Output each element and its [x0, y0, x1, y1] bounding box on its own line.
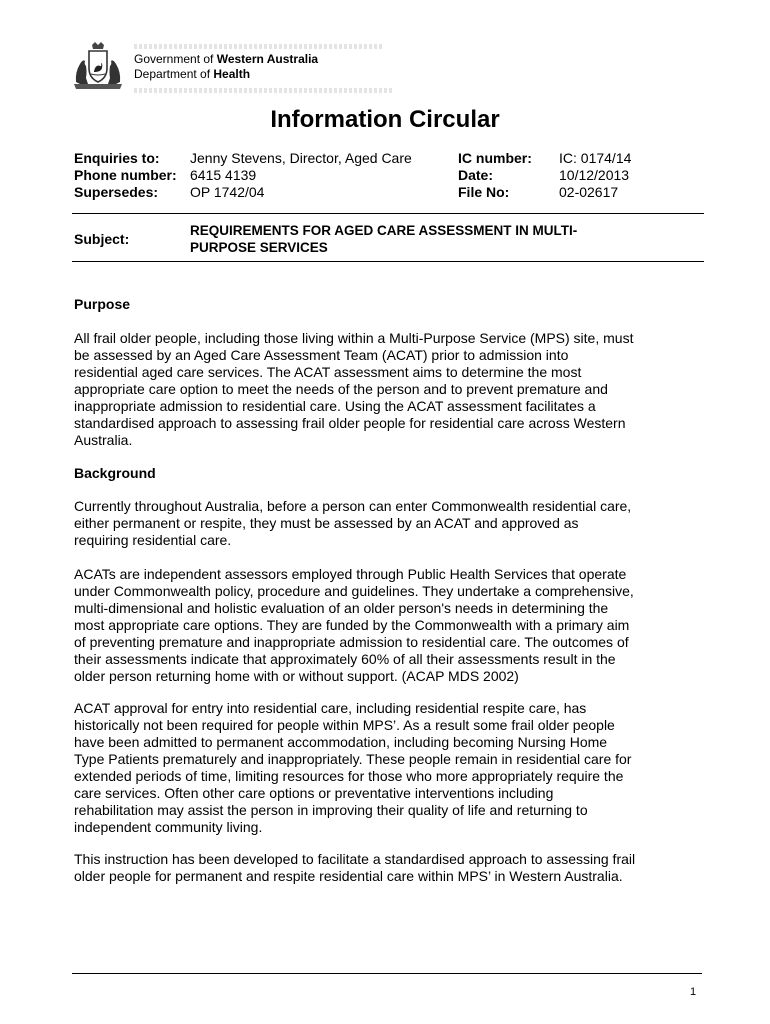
wa-coat-of-arms-logo [72, 42, 124, 92]
paragraph-line: older people for permanent and respite residential care within MPS’ in Western Australia. [74, 868, 623, 884]
paragraph-line: rehabilitation may assist the person in improving their quality of life and returning to [74, 802, 588, 818]
circular-metadata [0, 150, 770, 210]
file-no-label: File No: [458, 184, 510, 200]
paragraph-line: Currently throughout Australia, before a person can enter Commonwealth residential care, [74, 498, 632, 514]
date-label: Date: [458, 167, 494, 183]
subject-line: REQUIREMENTS FOR AGED CARE ASSESSMENT IN MULTI- [190, 223, 578, 238]
paragraph-line: have been admitted to permanent accommodation, including becoming Nursing Home [74, 734, 608, 750]
subject-text [190, 222, 690, 256]
paragraph-line: their assessments indicate that approximately 60% of all their assessments result in the [74, 651, 616, 667]
phone-label: Phone number: [74, 167, 177, 183]
paragraph-line: This instruction has been developed to facilitate a standardised approach to assessing frail [74, 851, 636, 867]
paragraph-line: appropriate care option to meet the needs of the person and to prevent premature and [74, 381, 608, 397]
paragraph-line: ACATs are independent assessors employed through Public Health Services that operate [74, 566, 627, 582]
paragraph-line: historically not been required for people within MPS’. As a result some frail older people [74, 717, 615, 733]
date-value: 10/12/2013 [559, 167, 630, 183]
ic-number-value: IC: 0174/14 [559, 150, 632, 166]
paragraph-line: ACAT approval for entry into residential care, including residential respite care, has [74, 700, 587, 716]
subject-bottom-rule [72, 261, 704, 262]
paragraph-line: either permanent or respite, they must be assessed by an ACAT and approved as [74, 515, 579, 531]
paragraph-line: be assessed by an Aged Care Assessment Team (ACAT) prior to admission into [74, 347, 569, 363]
subject-line: PURPOSE SERVICES [190, 240, 328, 255]
embossed-text-line [134, 88, 392, 93]
paragraph-line: multi-dimensional and holistic evaluation of an older person's needs in determining the [74, 600, 609, 616]
subject-top-rule [72, 213, 704, 214]
paragraph-line: older person returning home with or without support. (ACAP MDS 2002) [74, 668, 519, 684]
paragraph-line: care services. Often other care options or preventative interventions including [74, 785, 554, 801]
embossed-text-line [134, 44, 382, 49]
paragraph-line: independent community living. [74, 819, 263, 835]
paragraph-line: under Commonwealth policy, procedure and guidelines. They undertake a comprehensive, [74, 583, 634, 599]
background-paragraph-4 [74, 851, 704, 885]
paragraph-line: requiring residential care. [74, 532, 232, 548]
paragraph-line: of preventing premature and inappropriate admission to residential care. The outcomes of [74, 634, 629, 650]
enquiries-value: Jenny Stevens, Director, Aged Care [190, 150, 412, 166]
paragraph-line: standardised approach to assessing frail older people for residential care across Western [74, 415, 626, 431]
subject-label: Subject: [74, 231, 130, 247]
enquiries-label: Enquiries to: [74, 150, 160, 166]
supersedes-label: Supersedes: [74, 184, 159, 200]
footer-rule [72, 973, 702, 974]
paragraph-line: Type Patients prematurely and inappropriately. These people remain in residential care for [74, 751, 632, 767]
ic-number-label: IC number: [458, 150, 532, 166]
paragraph-line: Australia. [74, 432, 133, 448]
background-paragraph-2 [74, 566, 704, 685]
purpose-paragraph [74, 330, 704, 449]
paragraph-line: inappropriate admission to residential care. Using the ACAT assessment facilitates a [74, 398, 596, 414]
phone-value: 6415 4139 [190, 167, 257, 183]
file-no-value: 02-02617 [559, 184, 619, 200]
background-heading: Background [74, 465, 156, 481]
paragraph-line: All frail older people, including those living within a Multi-Purpose Service (MPS) site, must [74, 330, 634, 346]
page-number: 1 [690, 986, 697, 998]
background-paragraph-1 [74, 498, 704, 549]
page-title: Information Circular [270, 106, 500, 133]
paragraph-line: extended periods of time, limiting resources for those who more appropriately require the [74, 768, 624, 784]
background-paragraph-3 [74, 700, 704, 836]
letterhead-text: Government of Western Australia Department of Health [134, 52, 319, 81]
purpose-heading: Purpose [74, 296, 131, 312]
letterhead [72, 40, 392, 96]
paragraph-line: residential aged care services. The ACAT assessment aims to determine the most [74, 364, 582, 380]
paragraph-line: most appropriate care options. They are funded by the Commonwealth with a primary aim [74, 617, 630, 633]
supersedes-value: OP 1742/04 [190, 184, 265, 200]
